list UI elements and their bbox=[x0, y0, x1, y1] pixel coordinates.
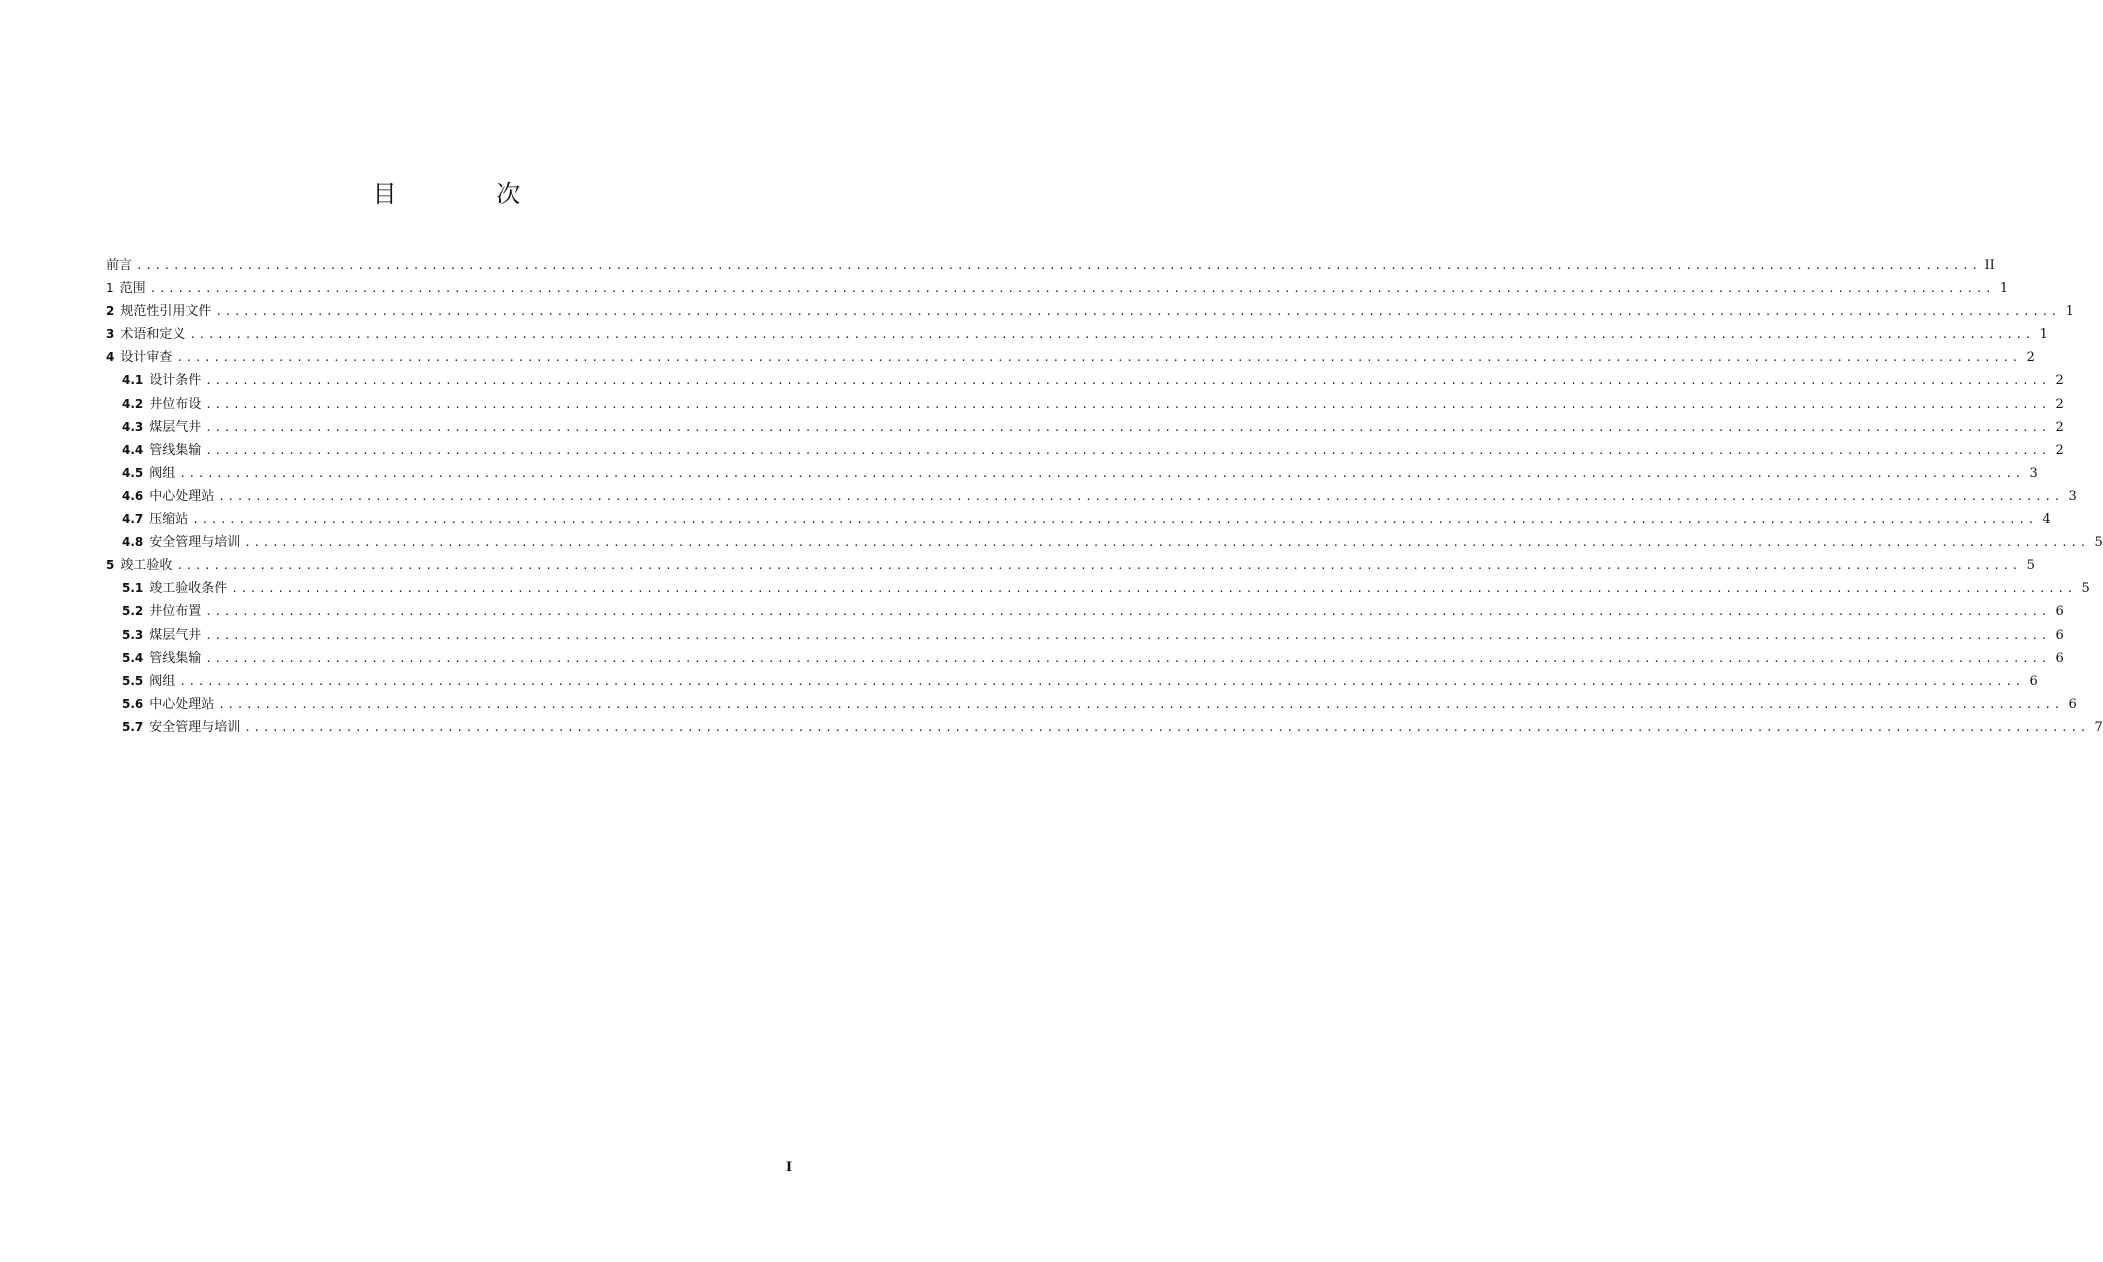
toc-leader-dots: ........................................................................................................................................................................................................ bbox=[205, 397, 2050, 411]
toc-entry-page: 5 bbox=[2094, 535, 2103, 551]
toc-entry-label: 设计条件 bbox=[149, 373, 202, 389]
toc-entry[interactable] bbox=[106, 531, 2103, 554]
toc-entry[interactable] bbox=[106, 439, 2064, 462]
toc-entry-number: 3 bbox=[106, 327, 115, 342]
toc-entry-page: 6 bbox=[2068, 696, 2077, 712]
toc-leader-dots: ........................................................................................................................................................................................................ bbox=[205, 605, 2050, 619]
toc-entry-page: 2 bbox=[2055, 373, 2064, 389]
toc-entry-number: 5 bbox=[106, 558, 115, 573]
toc-entry[interactable] bbox=[106, 393, 2064, 416]
toc-leader-dots: ........................................................................................................................................................................................................ bbox=[136, 259, 1981, 272]
toc-entry-page: 2 bbox=[2055, 396, 2064, 412]
toc-entry-label: 管线集输 bbox=[149, 442, 202, 458]
toc-entry-number: 5.6 bbox=[122, 696, 144, 711]
toc-entry[interactable] bbox=[106, 485, 2077, 508]
toc-entry-page: 6 bbox=[2055, 650, 2064, 666]
page-number: I bbox=[786, 1160, 793, 1175]
toc-entry-number: 4.7 bbox=[122, 512, 144, 527]
table-of-contents bbox=[106, 254, 2103, 739]
toc-entry-label: 规范性引用文件 bbox=[120, 304, 212, 320]
toc-entry-label: 管线集输 bbox=[149, 650, 202, 666]
toc-entry-page: 1 bbox=[2039, 327, 2048, 343]
toc-entry[interactable] bbox=[106, 323, 2048, 346]
toc-entry-label: 阀组 bbox=[149, 673, 176, 689]
toc-entry-page: 6 bbox=[2055, 604, 2064, 620]
toc-leader-dots: ........................................................................................................................................................................................................ bbox=[149, 282, 1995, 296]
toc-entry-label: 中心处理站 bbox=[149, 696, 215, 712]
toc-entry-number: 5.5 bbox=[122, 673, 144, 688]
toc-entry[interactable] bbox=[106, 346, 2035, 369]
toc-leader-dots: ........................................................................................................................................................................................................ bbox=[192, 513, 2037, 527]
toc-entry-label: 设计审查 bbox=[120, 350, 173, 366]
toc-entry-page: 6 bbox=[2055, 627, 2064, 643]
toc-entry-number: 4 bbox=[106, 350, 115, 365]
toc-entry[interactable] bbox=[106, 716, 2103, 739]
toc-leader-dots: ........................................................................................................................................................................................................ bbox=[205, 651, 2050, 665]
toc-entry[interactable] bbox=[106, 647, 2064, 670]
toc-entry-label: 术语和定义 bbox=[120, 327, 186, 343]
toc-entry-label: 井位布置 bbox=[149, 604, 202, 620]
toc-entry[interactable] bbox=[106, 624, 2064, 647]
toc-entry-page: II bbox=[1984, 258, 1995, 273]
toc-leader-dots: ........................................................................................................................................................................................................ bbox=[176, 351, 2021, 365]
toc-entry-label: 压缩站 bbox=[149, 512, 189, 528]
toc-entry[interactable] bbox=[106, 670, 2038, 693]
toc-entry[interactable] bbox=[106, 693, 2077, 716]
toc-entry-number: 4.6 bbox=[122, 488, 144, 503]
page-title: 目 次 bbox=[372, 180, 567, 208]
toc-entry-number: 4.3 bbox=[122, 419, 144, 434]
toc-entry-label: 阀组 bbox=[149, 465, 176, 481]
toc-entry-number: 4.8 bbox=[122, 535, 144, 550]
toc-entry-page: 4 bbox=[2042, 512, 2051, 528]
toc-entry-number: 2 bbox=[106, 304, 115, 319]
toc-entry-label: 安全管理与培训 bbox=[149, 719, 241, 735]
toc-entry-label: 竣工验收条件 bbox=[149, 581, 228, 597]
toc-entry[interactable] bbox=[106, 416, 2064, 439]
toc-entry-page: 7 bbox=[2094, 719, 2103, 735]
toc-entry[interactable] bbox=[106, 508, 2051, 531]
toc-entry-page: 6 bbox=[2029, 673, 2038, 689]
toc-entry-page: 5 bbox=[2081, 581, 2090, 597]
toc-entry[interactable] bbox=[106, 277, 2009, 300]
toc-leader-dots: ........................................................................................................................................................................................................ bbox=[231, 582, 2076, 596]
toc-leader-dots: ........................................................................................................................................................................................................ bbox=[179, 466, 2024, 480]
toc-entry-label: 井位布设 bbox=[149, 396, 202, 412]
toc-entry-page: 2 bbox=[2055, 419, 2064, 435]
toc-entry-page: 1 bbox=[2065, 304, 2074, 320]
toc-entry[interactable] bbox=[106, 600, 2064, 623]
toc-entry-label: 安全管理与培训 bbox=[149, 535, 241, 551]
toc-entry-number: 4.2 bbox=[122, 396, 144, 411]
toc-entry-number: 4.4 bbox=[122, 442, 144, 457]
toc-entry[interactable] bbox=[106, 577, 2090, 600]
toc-entry-label: 竣工验收 bbox=[120, 558, 173, 574]
toc-leader-dots: ........................................................................................................................................................................................................ bbox=[215, 305, 2060, 319]
toc-leader-dots: ........................................................................................................................................................................................................ bbox=[205, 443, 2050, 457]
toc-leader-dots: ........................................................................................................................................................................................................ bbox=[218, 489, 2063, 503]
toc-leader-dots: ........................................................................................................................................................................................................ bbox=[205, 374, 2050, 388]
toc-entry[interactable] bbox=[106, 300, 2074, 323]
toc-leader-dots: ........................................................................................................................................................................................................ bbox=[205, 420, 2050, 434]
toc-leader-dots: ........................................................................................................................................................................................................ bbox=[189, 328, 2034, 342]
toc-leader-dots: ........................................................................................................................................................................................................ bbox=[179, 674, 2024, 688]
toc-entry[interactable] bbox=[106, 554, 2035, 577]
toc-entry-page: 3 bbox=[2029, 465, 2038, 481]
toc-entry-number: 5.7 bbox=[122, 719, 144, 734]
toc-entry-label: 煤层气井 bbox=[149, 419, 202, 435]
toc-entry-page: 2 bbox=[2026, 350, 2035, 366]
toc-entry-label: 前言 bbox=[106, 258, 133, 273]
toc-leader-dots: ........................................................................................................................................................................................................ bbox=[218, 697, 2063, 711]
toc-entry-number: 4.1 bbox=[122, 373, 144, 388]
toc-entry-page: 3 bbox=[2068, 488, 2077, 504]
toc-entry-number: 5.2 bbox=[122, 604, 144, 619]
toc-entry-number: 5.3 bbox=[122, 627, 144, 642]
toc-entry-number: 5.1 bbox=[122, 581, 144, 596]
toc-leader-dots: ........................................................................................................................................................................................................ bbox=[205, 628, 2050, 642]
toc-entry-number: 5.4 bbox=[122, 650, 144, 665]
toc-entry[interactable] bbox=[106, 462, 2038, 485]
toc-entry-label: 范围 bbox=[119, 281, 146, 297]
toc-entry-number: 1 bbox=[106, 281, 114, 296]
toc-entry-number: 4.5 bbox=[122, 465, 144, 480]
toc-leader-dots: ........................................................................................................................................................................................................ bbox=[176, 559, 2021, 573]
toc-entry-page: 5 bbox=[2026, 558, 2035, 574]
toc-entry-label: 中心处理站 bbox=[149, 488, 215, 504]
toc-entry-page: 2 bbox=[2055, 442, 2064, 458]
toc-leader-dots: ........................................................................................................................................................................................................ bbox=[244, 720, 2089, 734]
toc-leader-dots: ........................................................................................................................................................................................................ bbox=[244, 536, 2089, 550]
toc-entry-label: 煤层气井 bbox=[149, 627, 202, 643]
toc-entry-page: 1 bbox=[1999, 281, 2009, 297]
toc-entry[interactable] bbox=[106, 254, 1995, 277]
toc-entry[interactable] bbox=[106, 369, 2064, 392]
